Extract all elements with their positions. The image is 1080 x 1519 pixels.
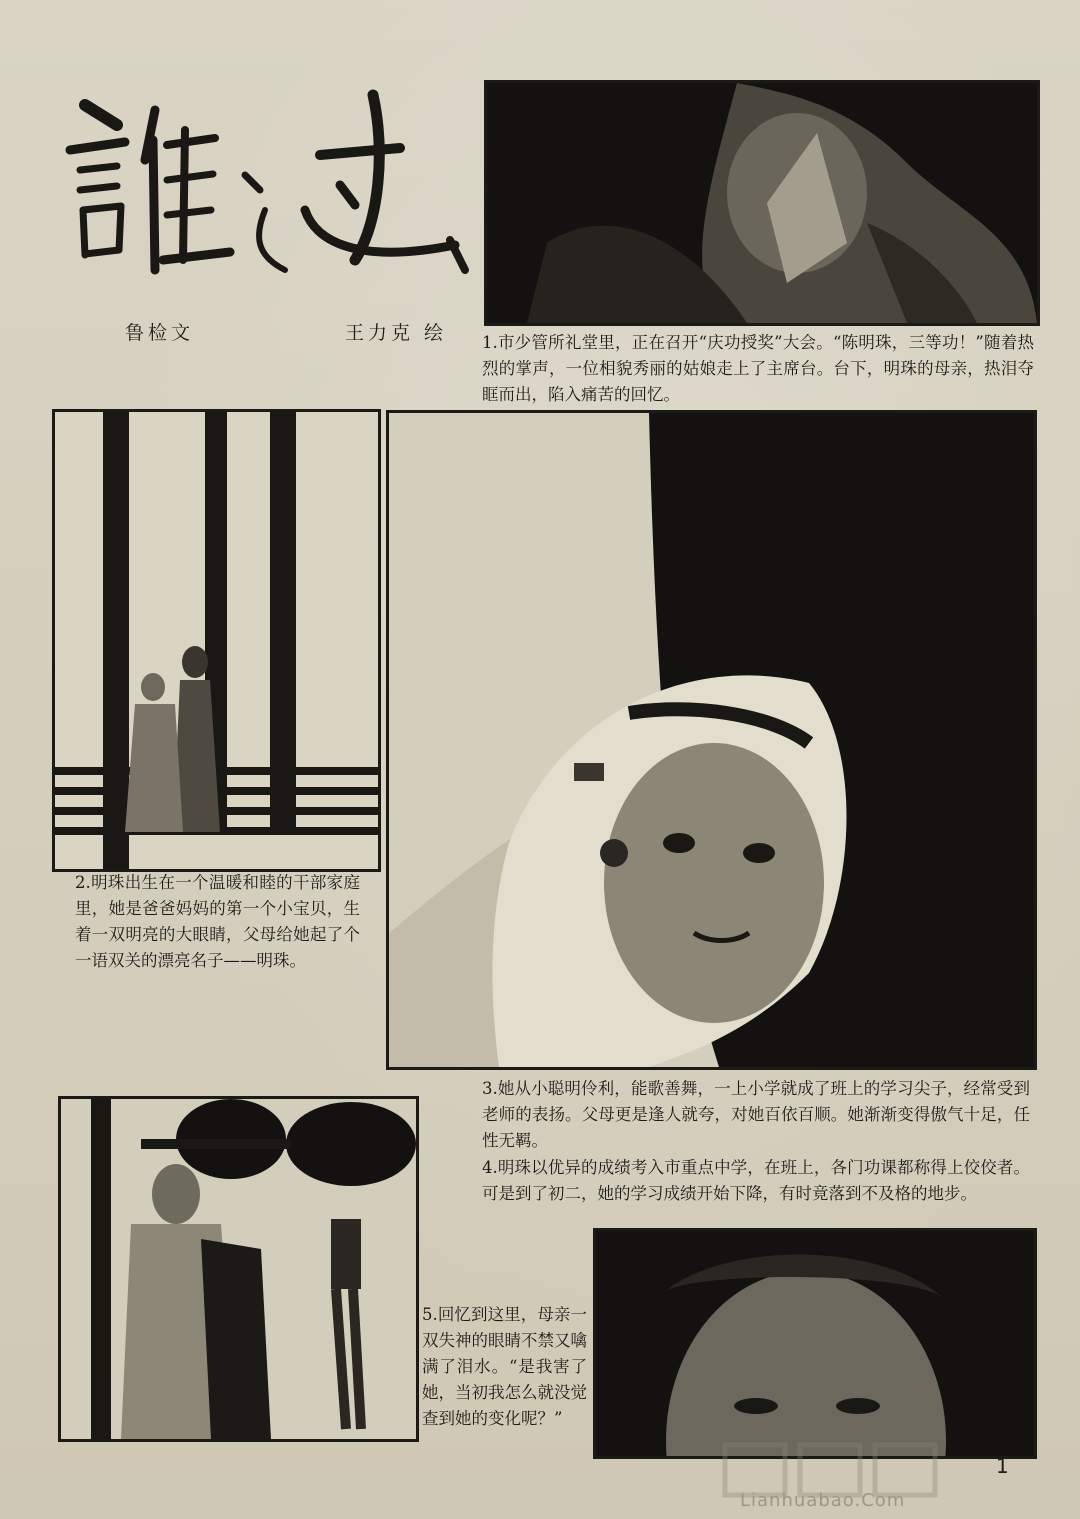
panel-3-caption: 3.她从小聪明伶利，能歌善舞，一上小学就成了班上的学习尖子，经常受到老师的表扬。父母更是逢人就夸，对她百依百顺。她渐渐变得傲气十足，任性无羁。 (482, 1079, 1030, 1150)
panel-3-illustration (386, 410, 1037, 1070)
artist-credit: 王力克 绘 (345, 322, 448, 344)
watermark-url: Lianhuabao.Com (740, 1490, 906, 1511)
author-credit: 鲁检文 (125, 322, 195, 344)
panel-4-caption: 4.明珠以优异的成绩考入市重点中学，在班上，各门功课都称得上佼佼者。可是到了初二，她的学习成绩开始下降，有时竟落到不及格的地步。 (482, 1158, 1030, 1203)
panel-1-caption: 1.市少管所礼堂里，正在召开“庆功授奖”大会。“陈明珠，三等功！”随着热烈的掌声，一位相貌秀丽的姑娘走上了主席台。台下，明珠的母亲，热泪夺眶而出，陷入痛苦的回忆。 (482, 333, 1034, 404)
panel-5-illustration (593, 1228, 1037, 1459)
panel-2-caption: 2.明珠出生在一个温暖和睦的干部家庭里，她是爸爸妈妈的第一个小宝贝，生着一双明亮的大眼睛，父母给她起了个一语双关的漂亮名子——明珠。 (75, 873, 360, 970)
panel-4-illustration (58, 1096, 419, 1442)
title-text: 誰過 (55, 70, 57, 71)
panel-5-caption: 5.回忆到这里，母亲一双失神的眼睛不禁又噙满了泪水。“是我害了她，当初我怎么就没觉查到她的变化呢？” (422, 1305, 587, 1428)
calligraphy-title-artwork (55, 70, 475, 290)
panel-1-illustration (484, 80, 1040, 326)
page-number: 1 (996, 1454, 1009, 1478)
panel-2-illustration (52, 409, 381, 872)
